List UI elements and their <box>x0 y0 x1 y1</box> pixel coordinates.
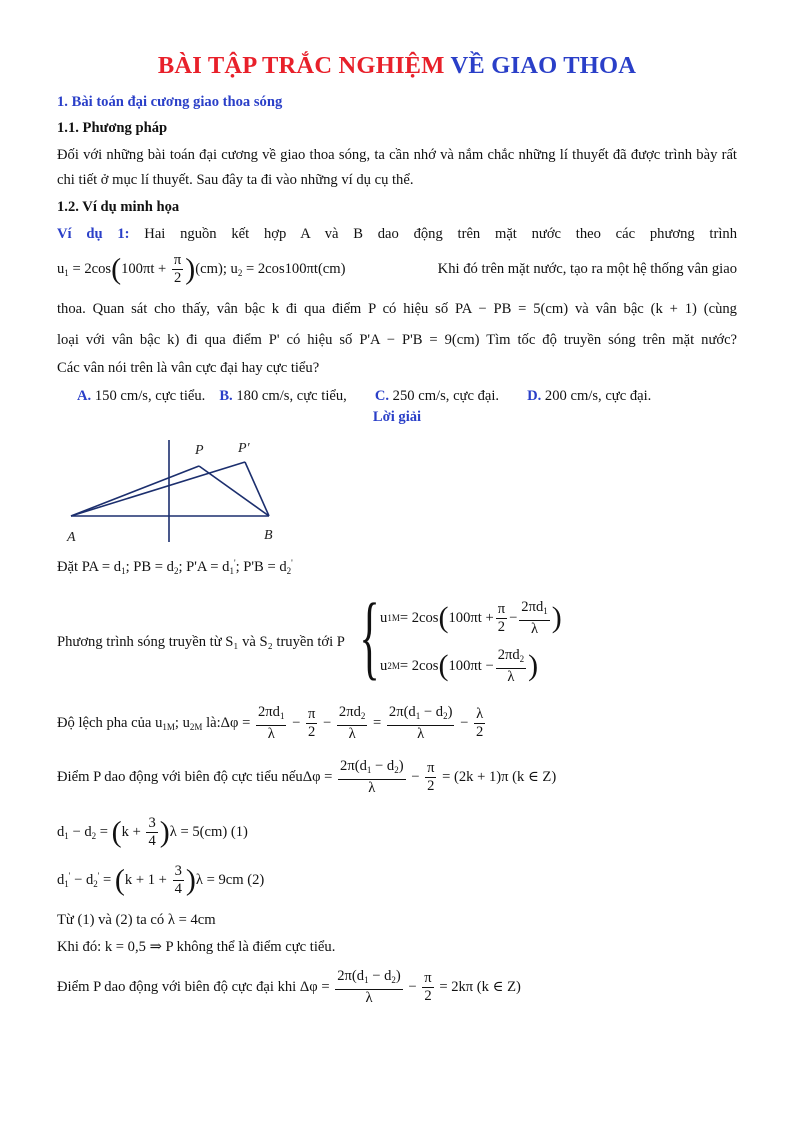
implies-symbol: ⇒ <box>149 939 162 955</box>
example-line-4 <box>57 328 737 353</box>
eq-1-math: $d_1 - d_2 = (k$ + $\frac{3}{4}$ )λ = 5(cm) (1) <box>57 814 248 849</box>
option-a: A. 150 cm/s, cực tiểu. <box>77 388 206 404</box>
phase-diff-math: Δφ = $\frac{2\pi d_1}{\lambda}$ − $\frac{\pi}{2}$ − $\frac{2\pi d_2}{\lambda}$ = $\frac{2\pi(d_1 - d_2)}{\lambda}$ − $\frac{\lambda}{2}$ <box>220 703 484 742</box>
lambda-line <box>57 908 737 933</box>
title-part-red: BÀI TẬP TRẮC NGHIỆM <box>157 52 451 79</box>
dat-text: Đặt <box>57 559 79 575</box>
wave-eq-text: Phương trình sóng truyền từ S₁ và S₂ truyền tới P <box>57 633 345 650</box>
min-condition-line <box>57 754 737 800</box>
phase-diff-la: là: <box>206 714 221 731</box>
k-value-text: Khi đó: k = 0,5 <box>57 939 146 955</box>
example-line-3 <box>57 297 737 322</box>
phase-diff-text: Độ lệch pha của <box>57 714 152 731</box>
option-d: D. 200 cm/s, cực đại. <box>527 388 652 404</box>
method-paragraph: Đối với những bài toán đại cương về giao thoa sóng, ta cần nhớ và nắm chắc những lí thuyết đã được trình bày rất chi tiết ở mục lí thuyết. Sau đây ta đi vào những ví dụ cụ thể. <box>57 147 737 188</box>
k-value-line <box>57 935 737 960</box>
segment-ap-prime <box>71 462 245 516</box>
max-condition-text: Điểm P dao động với biên độ cực đại khi <box>57 978 297 995</box>
eq-u2m: u 2M = 2cos ( 100πt − $\frac{2\pi d_2}{\lambda}$ ) <box>380 646 539 685</box>
example-text-4b: Tìm tốc độ truyền sóng trên mặt nước? <box>486 332 738 348</box>
segment-ap <box>71 466 199 516</box>
document-page <box>57 52 737 1010</box>
section-heading-1-2: 1.2. Ví dụ minh họa <box>57 199 180 215</box>
solution-title: Lời giải <box>372 409 422 425</box>
path-difference-p-prime: P'A − P'B = 9(cm) <box>359 332 480 348</box>
example-text-3a: thoa. Quan sát cho thấy, vân bậc k đi qua điểm P có hiệu số <box>57 301 449 317</box>
label-p-prime: P′ <box>238 441 250 456</box>
eq-2-math: $d_1' - d_2' = (k + 1$ + $\frac{3}{4}$ )λ = 9cm (2) <box>57 862 265 897</box>
example-text-2: Khi đó trên mặt nước, tạo ra một hệ thống vân giao <box>437 260 737 277</box>
lambda-math: λ = 4cm <box>167 912 216 928</box>
wave-equations-block <box>57 585 737 694</box>
section-heading-1-1: 1.1. Phương pháp <box>57 120 168 136</box>
eq-2-line <box>57 858 737 902</box>
min-condition-text: Điểm P dao động với biên độ cực tiểu nếu <box>57 768 303 785</box>
example-line-1 <box>57 222 737 247</box>
example-text-3b: và vân bậc (k + 1) (cùng <box>574 301 737 317</box>
path-difference-p: PA − PB = 5(cm) <box>455 301 569 317</box>
example-label: Ví dụ 1: <box>57 226 130 242</box>
label-a: A <box>67 530 76 545</box>
min-condition-math: Δφ = $\frac{2\pi(d_1 - d_2)}{\lambda}$ − $\frac{\pi}{2}$ = (2k + 1)π (k ∈ Z) <box>302 757 557 796</box>
phase-diff-vars: $u_{1M}$; $u_{2M}$ <box>155 714 203 732</box>
example-text-1: Hai nguồn kết hợp A và B dao động trên mặt nước theo các phương trình <box>144 226 737 242</box>
example-line-2 <box>57 247 737 291</box>
max-condition-math: Δφ = $\frac{2\pi(d_1 - d_2)}{\lambda}$ − $\frac{\pi}{2}$ = 2kπ (k ∈ Z) <box>299 967 521 1006</box>
option-c: C. 250 cm/s, cực đại. <box>374 388 500 404</box>
definitions-line <box>57 551 737 584</box>
option-b: B. 180 cm/s, cực tiểu, <box>219 388 347 404</box>
lambda-text: Từ (1) và (2) ta có <box>57 912 165 928</box>
title-part-blue: VỀ GIAO THOA <box>450 52 637 79</box>
definitions-math: PA = $d_1$; PB = $d_2$; $P'A = d_1'$; $P'B = d_2'$ <box>81 558 293 576</box>
page-title <box>57 52 737 80</box>
eq-u1m: u 1M = 2cos ( 100πt + $\frac{\pi}{2}$ − $\frac{2\pi d_1}{\lambda}$ ) <box>380 598 562 637</box>
example-text-4a: loại với vân bậc k) đi qua điểm P' có hiệu số <box>57 332 353 348</box>
answer-options <box>77 384 737 409</box>
section-heading-1: 1. Bài toán đại cương giao thoa sóng <box>57 94 283 110</box>
source-equations: $u_1 = 2\cos(100\pi t$ + $\frac{\pi}{2}$ )(cm); $u_2 = 2\cos 100\pi t(cm)$ <box>57 251 346 286</box>
eq-1-line <box>57 810 737 854</box>
max-condition-line <box>57 964 737 1010</box>
k-value-conclusion: P không thể là điểm cực tiểu. <box>165 939 336 955</box>
label-p: P <box>195 443 204 458</box>
label-b: B <box>264 528 273 543</box>
interference-figure <box>61 430 291 545</box>
equation-system: { u 1M = 2cos ( 100πt + $\frac{\pi}{2}$ − $\frac{2\pi d_1}{\lambda}$ ) u 2M = 2cos ( 100πt − $\frac{2\pi d_2}{\lambda}$ ) <box>359 585 562 689</box>
example-line-5: Các vân nói trên là vân cực đại hay cực tiểu? <box>57 360 320 376</box>
phase-difference-line <box>57 700 737 746</box>
